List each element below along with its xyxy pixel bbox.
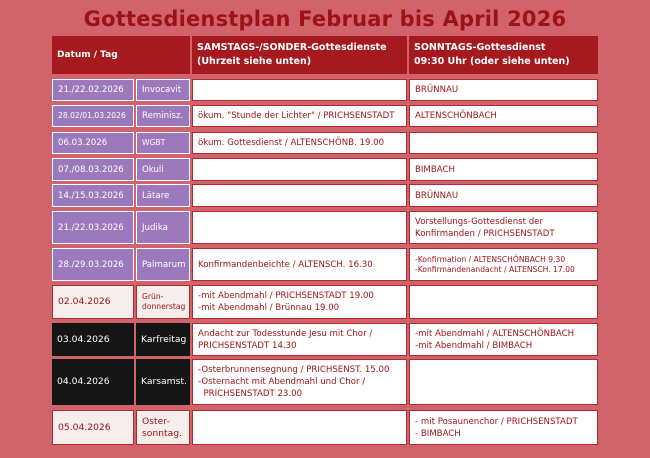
row-date: 07./08.03.2026 bbox=[52, 158, 134, 181]
sat-line: Andacht zur Todesstunde Jesu mit Chor / bbox=[198, 328, 373, 339]
sun-line: -Konfirmation / ALTENSCHÖNBACH 9.30 bbox=[415, 254, 566, 264]
header-sat-line1: SAMSTAGS-/SONDER-Gottesdienste bbox=[197, 42, 387, 53]
header-saturday bbox=[192, 36, 407, 74]
row-date: 21./22.02.2026 bbox=[52, 79, 134, 101]
sun-line: Konfirmanden / PRICHSENSTADT bbox=[415, 228, 555, 239]
sun-line: - mit Posaunenchor / PRICHSENSTADT bbox=[415, 416, 578, 427]
row-date: 03.04.2026 bbox=[52, 323, 134, 356]
sat-line: ökum. "Stunde der Lichter" / PRICHSENSTADT bbox=[198, 111, 395, 121]
sat-line: -mit Abendmahl / PRICHSENSTADT 19.00 bbox=[198, 291, 374, 301]
table-row bbox=[52, 285, 598, 319]
row-name: Karfreitag bbox=[136, 323, 190, 356]
row-date: 02.04.2026 bbox=[52, 285, 134, 319]
row-sunday bbox=[409, 359, 598, 405]
header-sunday bbox=[409, 36, 598, 74]
table-row bbox=[52, 132, 598, 154]
sat-line: Konfirmandenbeichte / ALTENSCH. 16.30 bbox=[198, 259, 373, 270]
row-name-line1: Grün- bbox=[142, 292, 164, 301]
row-saturday bbox=[192, 211, 407, 244]
row-saturday bbox=[192, 132, 407, 154]
row-name-line2: sonntag. bbox=[142, 427, 183, 439]
sat-line: ökum. Gottesdienst / ALTENSCHÖNB. 19.00 bbox=[198, 138, 385, 148]
row-date: 05.04.2026 bbox=[52, 410, 134, 445]
row-date: 14./15.03.2026 bbox=[52, 184, 134, 207]
row-date: 28.02/01.03.2026 bbox=[52, 105, 134, 127]
header-date bbox=[52, 36, 190, 74]
sat-line: -mit Abendmahl / Brünnau 19.00 bbox=[198, 303, 340, 313]
row-sunday bbox=[409, 323, 598, 356]
sun-line: -Konfirmandenandacht / ALTENSCH. 17.00 bbox=[415, 264, 575, 274]
row-saturday bbox=[192, 184, 407, 207]
header-sat-line2: (Uhrzeit siehe unten) bbox=[197, 56, 312, 67]
row-name: Invocavit bbox=[136, 79, 190, 101]
sun-line: -mit Abendmahl / ALTENSCHÖNBACH bbox=[415, 328, 575, 339]
sat-line: PRICHSENSTADT 23.00 bbox=[198, 389, 303, 399]
sun-line: BIMBACH bbox=[415, 164, 455, 175]
table-header bbox=[52, 36, 598, 74]
row-sunday bbox=[409, 184, 598, 207]
row-date: 04.04.2026 bbox=[52, 359, 134, 405]
sun-line: -mit Abendmahl / BIMBACH bbox=[415, 340, 533, 351]
table-row bbox=[52, 359, 598, 405]
row-sunday bbox=[409, 132, 598, 154]
header-date-label: Datum / Tag bbox=[57, 50, 118, 60]
table-row bbox=[52, 105, 598, 127]
row-saturday bbox=[192, 285, 407, 319]
row-sunday bbox=[409, 79, 598, 101]
sun-line: Vorstellungs-Gottesdienst der bbox=[415, 216, 544, 227]
row-name bbox=[136, 410, 190, 445]
table-row bbox=[52, 79, 598, 101]
row-name: Palmarum bbox=[136, 248, 190, 281]
sun-line: BRÜNNAU bbox=[415, 85, 459, 95]
page-title: Gottesdienstplan Februar bis April 2026 bbox=[83, 7, 567, 31]
table-row bbox=[52, 158, 598, 181]
sun-line: BRÜNNAU bbox=[415, 190, 459, 201]
row-name-line2: donnerstag bbox=[142, 302, 186, 311]
row-date: 28./29.03.2026 bbox=[52, 248, 134, 281]
row-saturday bbox=[192, 248, 407, 281]
table-row bbox=[52, 211, 598, 244]
row-name-line1: Oster- bbox=[142, 415, 170, 427]
row-name: Karsamst. bbox=[136, 359, 190, 405]
header-sun-line2: 09:30 Uhr (oder siehe unten) bbox=[414, 56, 570, 67]
sun-line: - BIMBACH bbox=[415, 428, 461, 439]
row-name bbox=[136, 285, 190, 319]
row-date: 21./22.03.2026 bbox=[52, 211, 134, 244]
table-row bbox=[52, 323, 598, 356]
row-sunday bbox=[409, 158, 598, 181]
sat-line: PRICHSENSTADT 14.30 bbox=[198, 340, 297, 351]
row-sunday bbox=[409, 248, 598, 281]
row-name: WGBT bbox=[136, 132, 190, 154]
row-sunday bbox=[409, 410, 598, 445]
row-saturday bbox=[192, 410, 407, 445]
row-name: Reminisz. bbox=[136, 105, 190, 127]
row-saturday bbox=[192, 158, 407, 181]
row-saturday bbox=[192, 359, 407, 405]
sat-line: -Osterbrunnensegnung / PRICHSENST. 15.00 bbox=[198, 365, 390, 375]
header-sun-line1: SONNTAGS-Gottesdienst bbox=[414, 42, 546, 53]
row-name: Lätare bbox=[136, 184, 190, 207]
table-row bbox=[52, 184, 598, 207]
row-name: Judika bbox=[136, 211, 190, 244]
row-sunday bbox=[409, 285, 598, 319]
row-date: 06.03.2026 bbox=[52, 132, 134, 154]
row-saturday bbox=[192, 323, 407, 356]
row-sunday bbox=[409, 211, 598, 244]
table-row bbox=[52, 410, 598, 445]
table-row bbox=[52, 248, 598, 281]
row-saturday bbox=[192, 105, 407, 127]
sat-line: -Osternacht mit Abendmahl und Chor / bbox=[198, 377, 366, 387]
sun-line: ALTENSCHÖNBACH bbox=[415, 111, 497, 121]
row-name: Okuli bbox=[136, 158, 190, 181]
row-sunday bbox=[409, 105, 598, 127]
row-saturday bbox=[192, 79, 407, 101]
